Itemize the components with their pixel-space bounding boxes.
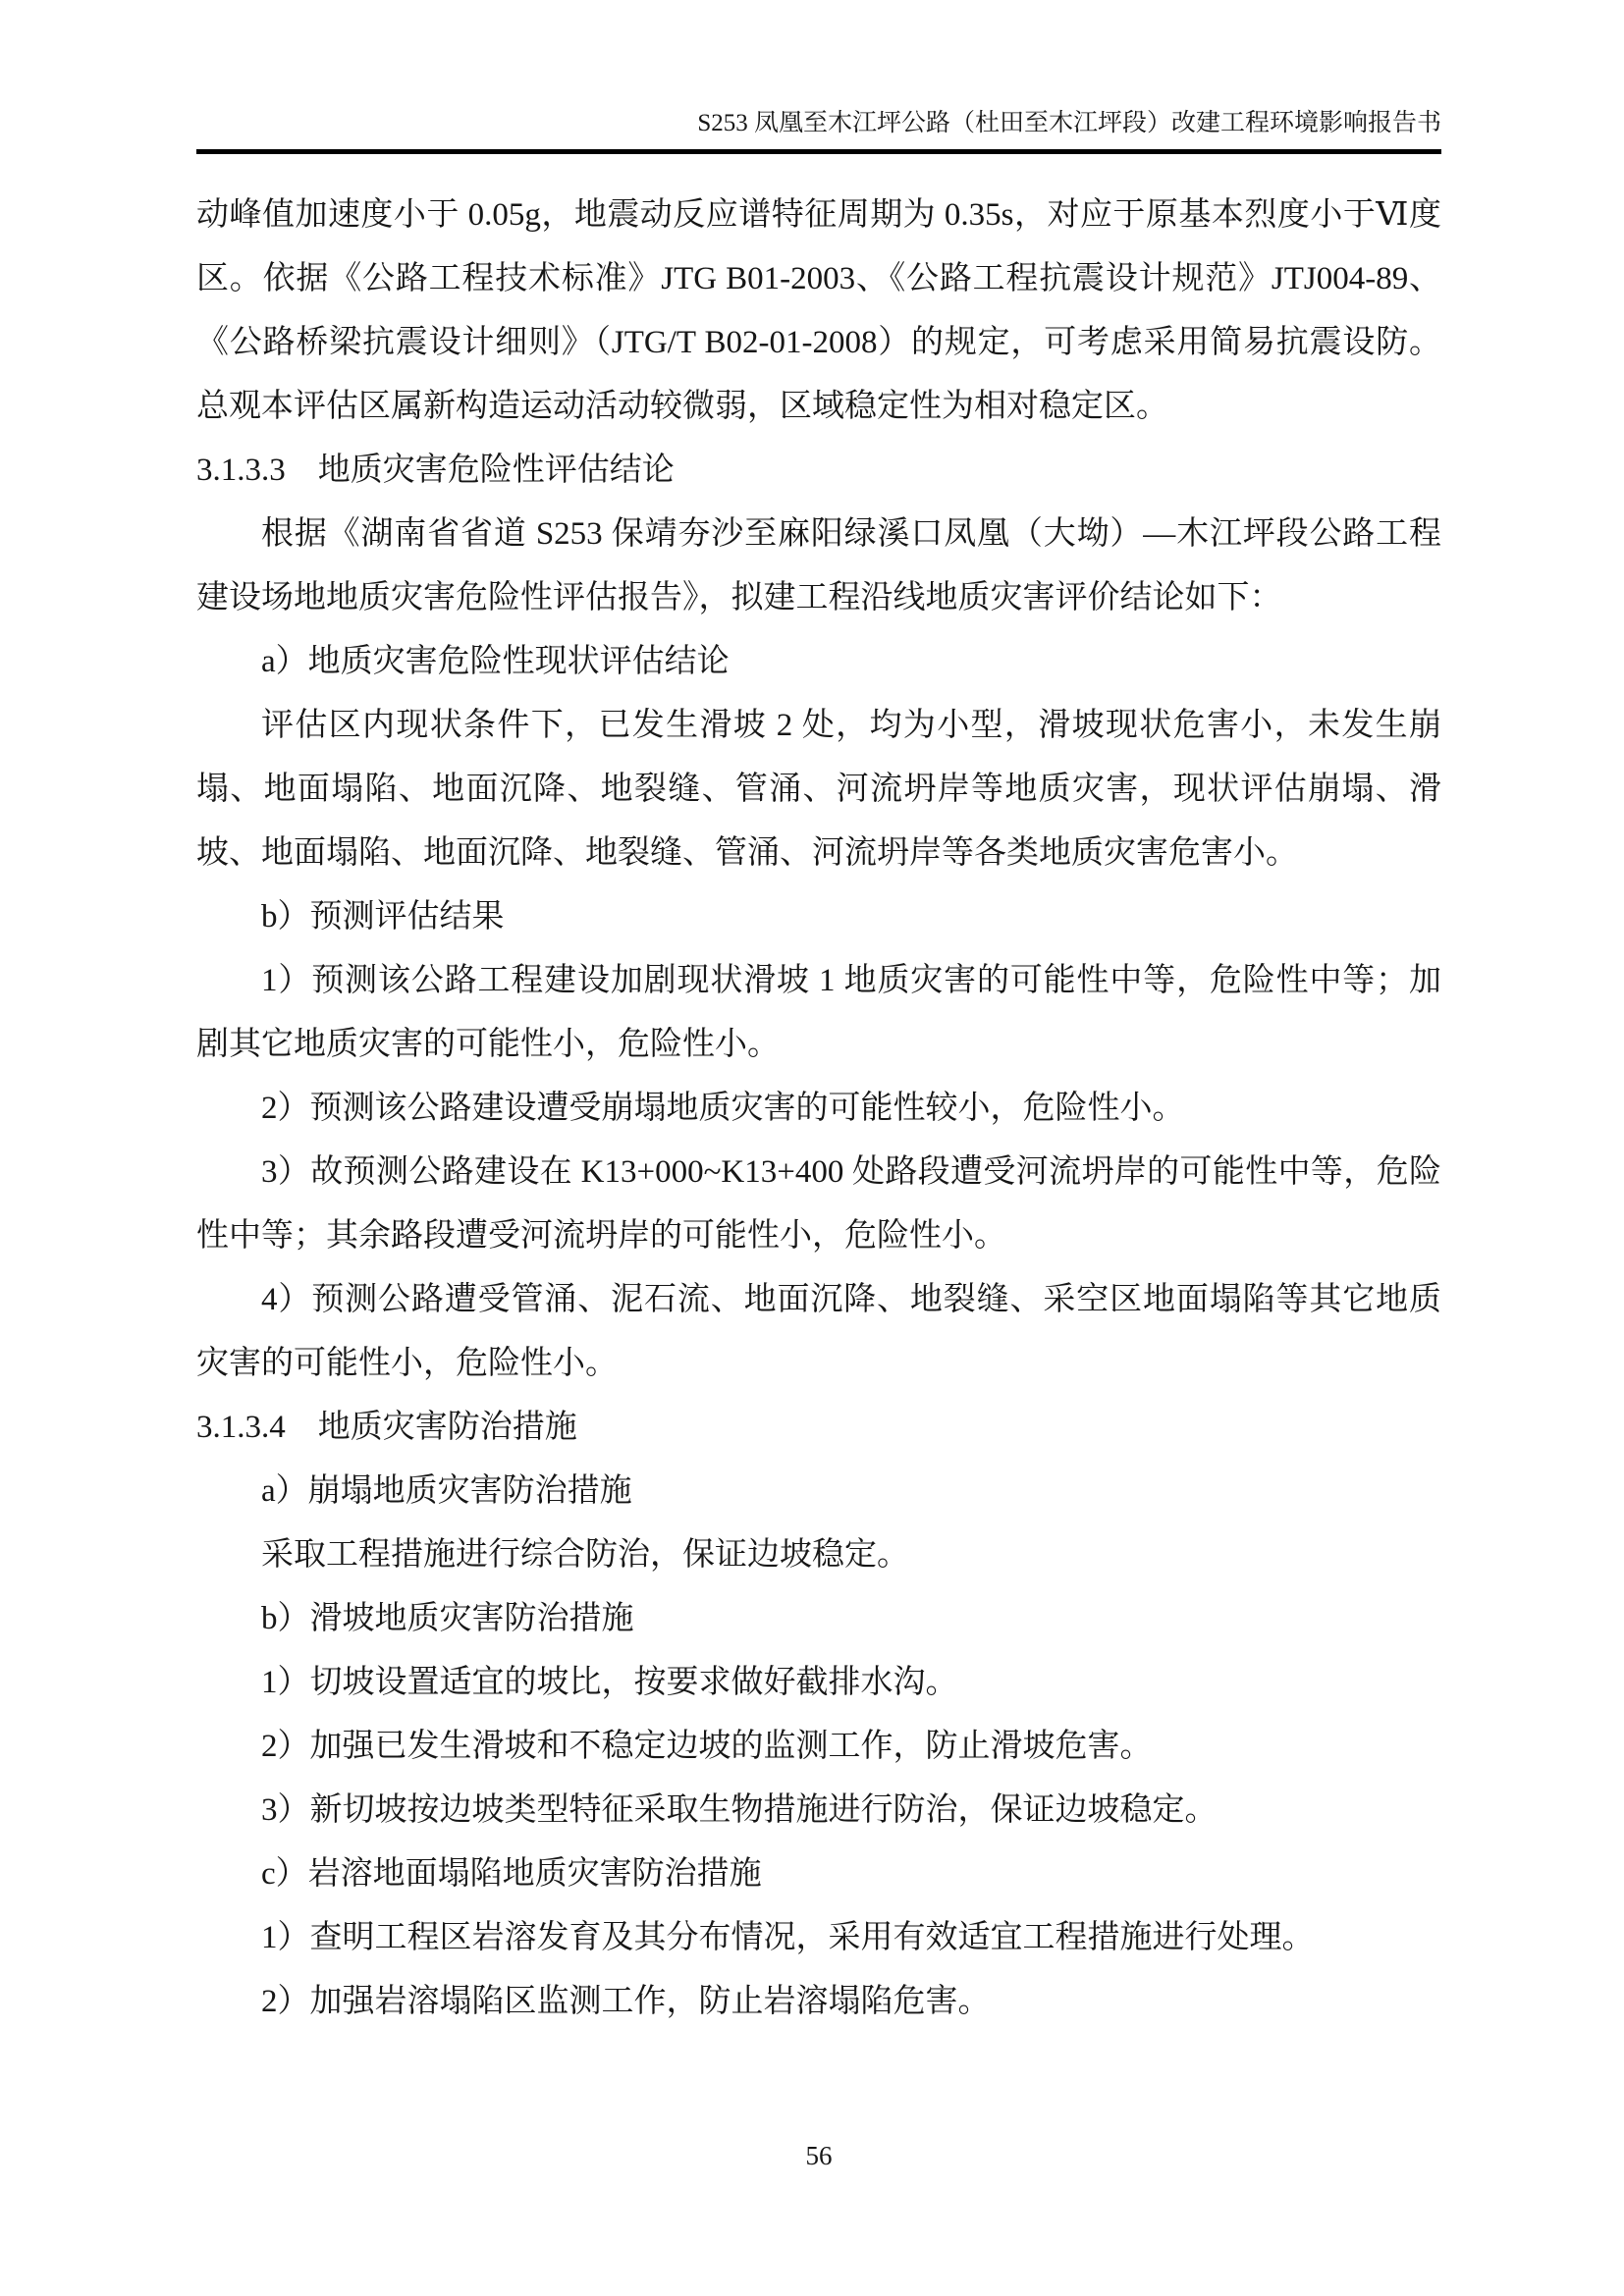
item-1-landslide-prediction: 1）预测该公路工程建设加剧现状滑坡 1 地质灾害的可能性中等，危险性中等；加剧其它地质灾害的可能性小，危险性小。 <box>196 963 1441 1062</box>
paragraph-basis-report: 根据《湖南省省道 S253 保靖夯沙至麻阳绿溪口凤凰（大坳）—木江坪段公路工程建设场地地质灾害危险性评估报告》，拟建工程沿线地质灾害评价结论如下： <box>196 516 1441 615</box>
item-4-other-hazards-prediction: 4）预测公路遭受管涌、泥石流、地面沉降、地裂缝、采空区地面塌陷等其它地质灾害的可能性小，危险性小。 <box>196 1282 1441 1381</box>
continued-paragraph-seismic: 动峰值加速度小于 0.05g，地震动反应谱特征周期为 0.35s，对应于原基本烈度小于Ⅵ度区。依据《公路工程技术标准》JTG B01-2003、《公路工程抗震设计规范》JTJ004-89、《公路桥梁抗震设计细则》（JTG/T B02-01-2008）的规定，可考虑采用简易抗震设防。总观本评估区属新构造运动活动较微弱，区域稳定性为相对稳定区。 <box>196 197 1441 424</box>
item-a-collapse-prevention: a）崩塌地质灾害防治措施 <box>261 1473 632 1509</box>
paragraph-current-status: 评估区内现状条件下，已发生滑坡 2 处，均为小型，滑坡现状危害小，未发生崩塌、地面塌陷、地面沉降、地裂缝、管涌、河流坍岸等地质灾害，现状评估崩塌、滑坡、地面塌陷、地面沉降、地裂缝、管涌、河流坍岸等各类地质灾害危害小。 <box>196 708 1441 871</box>
paragraph-engineering-measures: 采取工程措施进行综合防治，保证边坡稳定。 <box>261 1537 909 1573</box>
item-b-landslide-prevention: b）滑坡地质灾害防治措施 <box>261 1601 634 1636</box>
section-heading-3-1-3-4: 3.1.3.4 地质灾害防治措施 <box>196 1410 577 1445</box>
item-3-bio-measures: 3）新切坡按边坡类型特征采取生物措施进行防治，保证边坡稳定。 <box>261 1792 1218 1828</box>
section-heading-3-1-3-3: 3.1.3.3 地质灾害危险性评估结论 <box>196 453 675 488</box>
item-2-slope-monitoring: 2）加强已发生滑坡和不稳定边坡的监测工作，防止滑坡危害。 <box>261 1729 1153 1764</box>
page-header-title: S253 凤凰至木江坪公路（杜田至木江坪段）改建工程环境影响报告书 <box>697 110 1441 136</box>
item-a-current-assessment: a）地质灾害危险性现状评估结论 <box>261 644 730 679</box>
header-rule <box>196 149 1441 154</box>
document-body <box>196 184 1441 2034</box>
item-1-slope-ratio: 1）切坡设置适宜的坡比，按要求做好截排水沟。 <box>261 1665 958 1700</box>
item-c-karst-prevention: c）岩溶地面塌陷地质灾害防治措施 <box>261 1856 762 1892</box>
item-1-karst-survey: 1）查明工程区岩溶发育及其分布情况，采用有效适宜工程措施进行处理。 <box>261 1920 1315 1955</box>
item-2-collapse-prediction: 2）预测该公路建设遭受崩塌地质灾害的可能性较小，危险性小。 <box>261 1091 1185 1126</box>
item-3-riverbank-prediction: 3）故预测公路建设在 K13+000~K13+400 处路段遭受河流坍岸的可能性中等，危险性中等；其余路段遭受河流坍岸的可能性小，危险性小。 <box>196 1154 1441 1254</box>
page-number: 56 <box>805 2141 833 2170</box>
item-2-karst-monitoring: 2）加强岩溶塌陷区监测工作，防止岩溶塌陷危害。 <box>261 1984 991 2019</box>
item-b-prediction-results: b）预测评估结果 <box>261 899 505 934</box>
